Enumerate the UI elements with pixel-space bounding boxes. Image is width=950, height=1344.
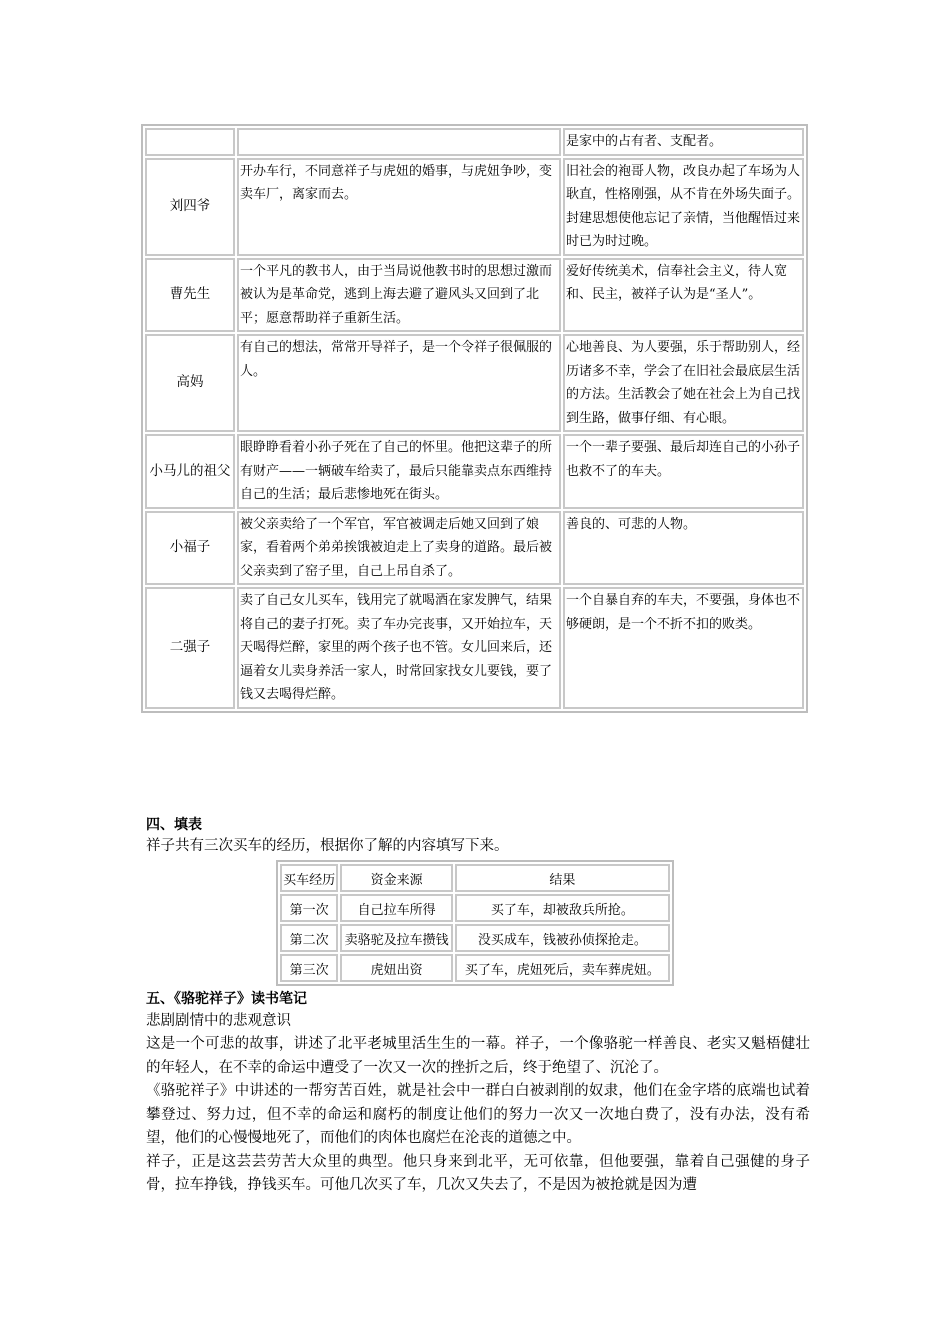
table-cell: 第三次 xyxy=(280,954,338,982)
table-row xyxy=(145,434,804,509)
character-deeds: 有自己的想法，常常开导祥子，是一个令祥子很佩服的人。 xyxy=(237,334,561,432)
character-name: 高妈 xyxy=(145,334,235,432)
character-traits: 爱好传统美术，信奉社会主义，待人宽和、民主，被祥子认为是“圣人”。 xyxy=(563,258,804,333)
table-header-row xyxy=(280,864,670,892)
table-cell: 自己拉车所得 xyxy=(340,894,453,922)
character-traits: 一个一辈子要强、最后却连自己的小孙子也救不了的车夫。 xyxy=(563,434,804,509)
table-row xyxy=(145,158,804,256)
reading-notes xyxy=(146,1033,810,1198)
character-traits: 旧社会的袍哥人物，改良办起了车场为人耿直，性格刚强，从不肯在外场失面子。封建思想使他忘记了亲情，当他醒悟过来时已为时过晚。 xyxy=(563,158,804,256)
character-deeds: 卖了自己女儿买车，钱用完了就喝酒在家发脾气，结果将自己的妻子打死。卖了车办完丧事，又开始拉车，天天喝得烂醉，家里的两个孩子也不管。女儿回来后，还逼着女儿卖身养活一家人，时常回家找女儿要钱，要了钱又去喝得烂醉。 xyxy=(237,587,561,709)
character-name: 刘四爷 xyxy=(145,158,235,256)
table-row xyxy=(145,128,804,156)
table-cell: 第一次 xyxy=(280,894,338,922)
character-traits: 是家中的占有者、支配者。 xyxy=(563,128,804,156)
character-name xyxy=(145,128,235,156)
car-purchase-table xyxy=(276,860,674,986)
character-deeds: 开办车行，不同意祥子与虎妞的婚事，与虎妞争吵，变卖车厂，离家而去。 xyxy=(237,158,561,256)
table-cell: 买了车，虎妞死后，卖车葬虎妞。 xyxy=(455,954,670,982)
column-header: 资金来源 xyxy=(340,864,453,892)
paragraph: 这是一个可悲的故事，讲述了北平老城里活生生的一幕。祥子，一个像骆驼一样善良、老实又魁梧健壮的年轻人，在不幸的命运中遭受了一次又一次的挫折之后，终于绝望了、沉沦了。 xyxy=(146,1036,810,1076)
table-cell: 第二次 xyxy=(280,924,338,952)
character-name: 小福子 xyxy=(145,511,235,586)
character-traits: 善良的、可悲的人物。 xyxy=(563,511,804,586)
table-cell: 虎妞出资 xyxy=(340,954,453,982)
character-name: 二强子 xyxy=(145,587,235,709)
character-deeds: 一个平凡的教书人，由于当局说他教书时的思想过激而被认为是革命党，逃到上海去避了避风头又回到了北平；愿意帮助祥子重新生活。 xyxy=(237,258,561,333)
column-header: 买车经历 xyxy=(280,864,338,892)
character-name: 曹先生 xyxy=(145,258,235,333)
character-traits: 心地善良、为人要强，乐于帮助别人，经历诸多不幸，学会了在旧社会最底层生活的方法。生活教会了她在社会上为自己找到生路，做事仔细、有心眼。 xyxy=(563,334,804,432)
character-table xyxy=(141,124,808,713)
notes-subtitle: 悲剧剧情中的悲观意识 xyxy=(146,1013,291,1029)
table-cell: 买了车，却被敌兵所抢。 xyxy=(455,894,670,922)
table-row xyxy=(145,334,804,432)
character-traits: 一个自暴自弃的车夫，不要强，身体也不够硬朗，是一个不折不扣的败类。 xyxy=(563,587,804,709)
table-row xyxy=(280,924,670,952)
character-deeds: 眼睁睁看着小孙子死在了自己的怀里。他把这辈子的所有财产——一辆破车给卖了，最后只能靠卖点东西维持自己的生活；最后悲惨地死在街头。 xyxy=(237,434,561,509)
table-cell: 卖骆驼及拉车攒钱 xyxy=(340,924,453,952)
table-cell: 没买成车，钱被孙侦探抢走。 xyxy=(455,924,670,952)
paragraph: 祥子，正是这芸芸劳苦大众里的典型。他只身来到北平，无可依靠，但他要强，靠着自己强健的身子骨，拉车挣钱，挣钱买车。可他几次买了车，几次又失去了，不是因为被抢就是因为遭 xyxy=(146,1153,810,1193)
table-row xyxy=(280,894,670,922)
character-deeds xyxy=(237,128,561,156)
column-header: 结果 xyxy=(455,864,670,892)
table-row xyxy=(280,954,670,982)
section-intro: 祥子共有三次买车的经历，根据你了解的内容填写下来。 xyxy=(146,838,509,854)
character-deeds: 被父亲卖给了一个军官，军官被调走后她又回到了娘家，看着两个弟弟挨饿被迫走上了卖身的道路。最后被父亲卖到了窑子里，自己上吊自杀了。 xyxy=(237,511,561,586)
section-heading: 四、填表 xyxy=(146,817,202,833)
table-row xyxy=(145,587,804,709)
character-name: 小马儿的祖父 xyxy=(145,434,235,509)
table-row xyxy=(145,511,804,586)
section-heading: 五、《骆驼祥子》读书笔记 xyxy=(146,991,307,1007)
table-row xyxy=(145,258,804,333)
paragraph: 《骆驼祥子》中讲述的一帮穷苦百姓，就是社会中一群白白被剥削的奴隶，他们在金字塔的底端也试着攀登过、努力过，但不幸的命运和腐朽的制度让他们的努力一次又一次地白费了，没有办法，没有希望，他们的心慢慢地死了，而他们的肉体也腐烂在沦丧的道德之中。 xyxy=(146,1083,810,1146)
